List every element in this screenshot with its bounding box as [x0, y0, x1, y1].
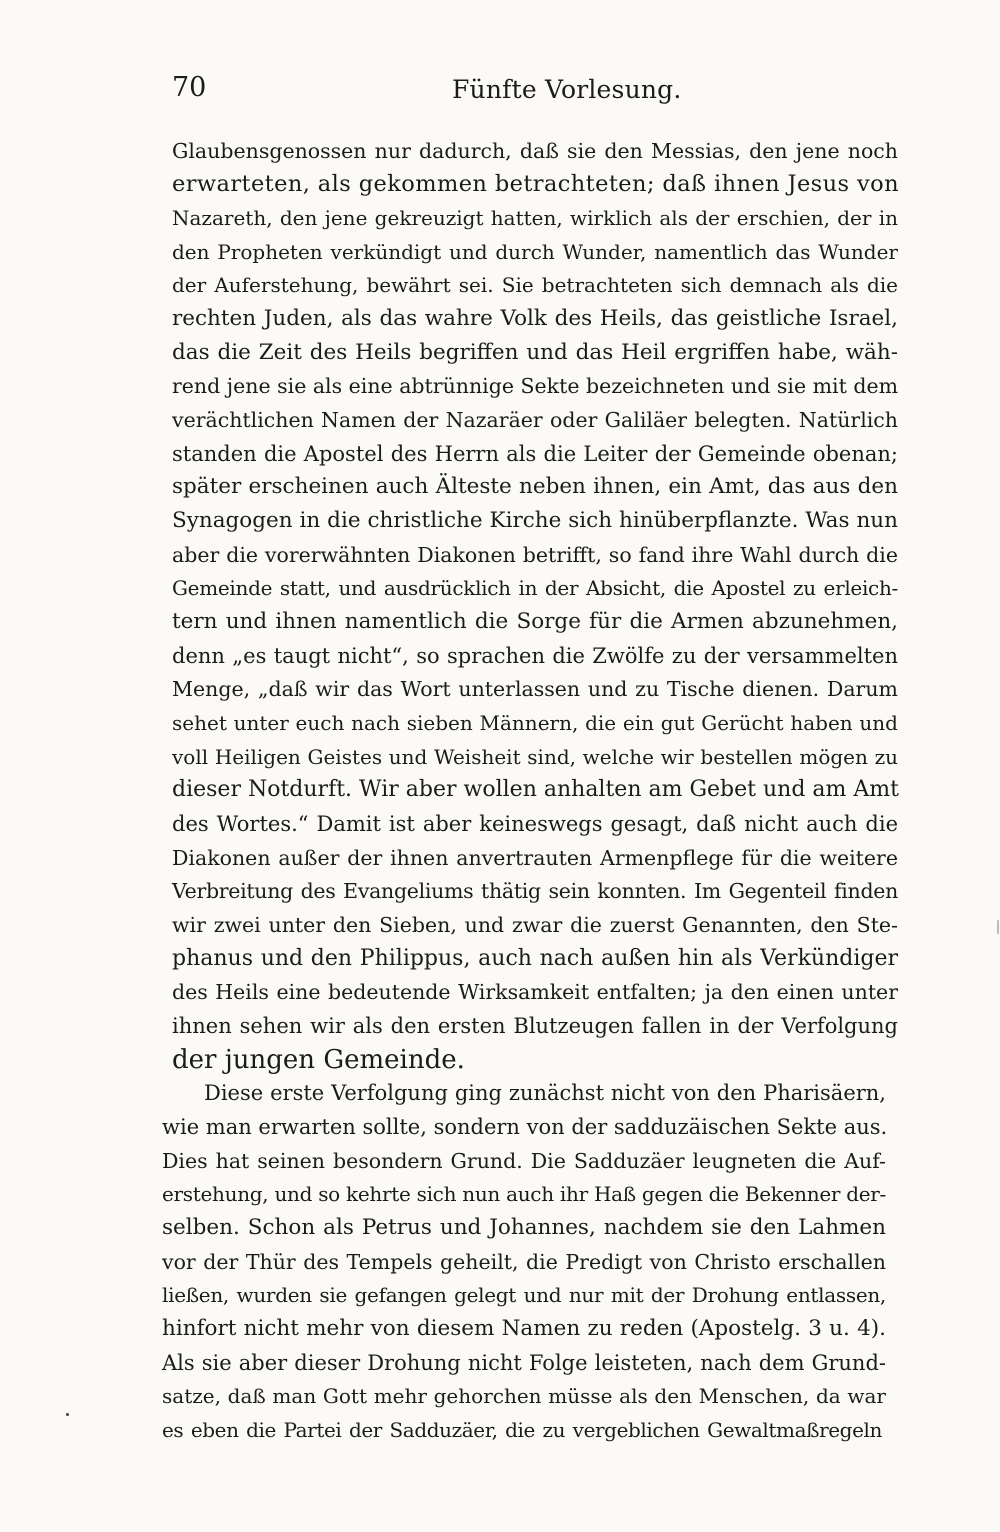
text-line: rend jene sie als eine abtrünnige Sekte bezeichneten und sie mit dem	[172, 374, 899, 398]
text-line: voll Heiligen Geistes und Weisheit sind, welche wir bestellen mögen zu	[172, 745, 898, 769]
page-number: 70	[172, 72, 207, 103]
text-line: erstehung, und so kehrte sich nun auch ihr Haß gegen die Bekenner der-	[162, 1182, 886, 1206]
text-line: Gemeinde statt, und ausdrücklich in der Absicht, die Apostel zu erleich-	[172, 576, 898, 600]
text-line: des Heils eine bedeutende Wirksamkeit entfalten; ja den einen unter	[172, 980, 898, 1004]
text-line: wir zwei unter den Sieben, und zwar die zuerst Genannten, den Ste-	[172, 913, 898, 937]
text-line: der jungen Gemeinde.	[172, 1045, 465, 1075]
text-line: Diese erste Verfolgung ging zunächst nicht von den Pharisäern,	[204, 1081, 886, 1105]
text-line: Nazareth, den jene gekreuzigt hatten, wirklich als der erschien, der in	[172, 206, 898, 230]
text-line: tern und ihnen namentlich die Sorge für die Armen abzunehmen,	[172, 609, 898, 634]
text-line: hinfort nicht mehr von diesem Namen zu reden (Apostelg. 3 u. 4).	[162, 1316, 886, 1341]
text-line: Diakonen außer der ihnen anvertrauten Armenpflege für die weitere	[172, 846, 898, 870]
text-line: später erscheinen auch Älteste neben ihnen, ein Amt, das aus den	[172, 474, 898, 499]
text-line: ließen, wurden sie gefangen gelegt und nur mit der Drohung entlassen,	[162, 1283, 886, 1307]
scan-speck	[66, 1413, 69, 1416]
text-line: Synagogen in die christliche Kirche sich hinüberpflanzte. Was nun	[172, 508, 898, 533]
text-line: verächtlichen Namen der Nazaräer oder Galiläer belegten. Natürlich	[172, 408, 898, 432]
text-line: aber die vorerwähnten Diakonen betrifft, so fand ihre Wahl durch die	[172, 543, 898, 567]
text-line: Als sie aber dieser Drohung nicht Folge leisteten, nach dem Grund-	[162, 1351, 886, 1375]
text-line: ihnen sehen wir als den ersten Blutzeugen fallen in der Verfolgung	[172, 1014, 898, 1038]
text-line: erwarteten, als gekommen betrachteten; daß ihnen Jesus von	[172, 171, 899, 197]
text-line: Menge, „daß wir das Wort unterlassen und zu Tische dienen. Darum	[172, 677, 898, 701]
text-line: Dies hat seinen besondern Grund. Die Sadduzäer leugneten die Auf-	[162, 1149, 886, 1173]
text-line: selben. Schon als Petrus und Johannes, nachdem sie den Lahmen	[162, 1215, 886, 1240]
text-line: wie man erwarten sollte, sondern von der sadduzäischen Sekte aus.	[162, 1115, 888, 1139]
text-line: standen die Apostel des Herrn als die Leiter der Gemeinde obenan;	[172, 442, 898, 466]
text-line: das die Zeit des Heils begriffen und das Heil ergriffen habe, wäh-	[172, 340, 898, 365]
scan-speck	[997, 920, 999, 934]
text-line: Verbreitung des Evangeliums thätig sein konnten. Im Gegenteil finden	[172, 879, 898, 903]
text-line: Glaubensgenossen nur dadurch, daß sie den Messias, den jene noch	[172, 139, 898, 163]
running-head: Fünfte Vorlesung.	[452, 75, 682, 104]
text-line: des Wortes.“ Damit ist aber keineswegs gesagt, daß nicht auch die	[172, 812, 898, 836]
text-line: sehet unter euch nach sieben Männern, die ein gut Gerücht haben und	[172, 711, 898, 735]
text-line: vor der Thür des Tempels geheilt, die Predigt von Christo erschallen	[162, 1250, 886, 1274]
text-line: phanus und den Philippus, auch nach außen hin als Verkündiger	[172, 946, 898, 971]
text-line: satze, daß man Gott mehr gehorchen müsse als den Menschen, da war	[162, 1384, 886, 1408]
text-line: den Propheten verkündigt und durch Wunder, namentlich das Wunder	[172, 240, 898, 264]
text-line: rechten Juden, als das wahre Volk des Heils, das geistliche Israel,	[172, 306, 898, 331]
text-line: der Auferstehung, bewährt sei. Sie betrachteten sich demnach als die	[172, 273, 898, 297]
text-line: denn „es taugt nicht“, so sprachen die Zwölfe zu der versammelten	[172, 644, 898, 668]
text-line: es eben die Partei der Sadduzäer, die zu vergeblichen Gewaltmaßregeln	[162, 1418, 882, 1442]
text-line: dieser Notdurft. Wir aber wollen anhalten am Gebet und am Amt	[172, 777, 899, 802]
